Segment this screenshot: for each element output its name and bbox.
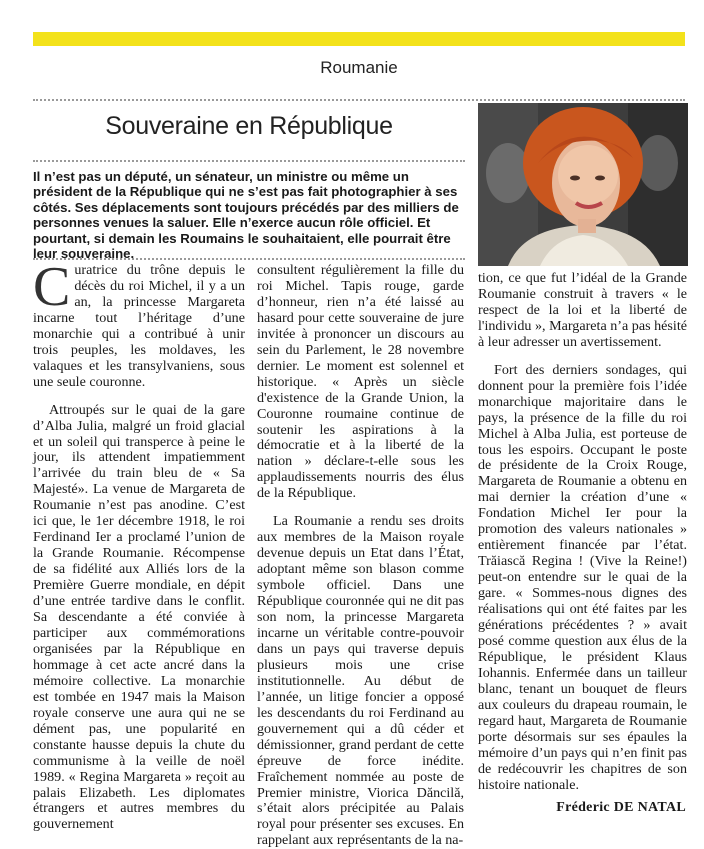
accent-bar	[33, 32, 685, 46]
article-column-1	[33, 256, 245, 833]
article-lead: Il n’est pas un député, un sénateur, un ministre ou même un président de la République qui ne s’est pas fait photographier à ses côtés. Ses déplacements sont toujours précédés par des milliers de personnes venues la saluer. Elle n’exerce aucun rôle officiel. Et pourtant, si demain les Roumains le souhaitaient, elle pourrait être leur souveraine.	[33, 169, 459, 262]
divider-lead	[33, 258, 465, 260]
article-column-2	[257, 263, 464, 849]
drop-cap: C	[33, 256, 71, 318]
column-2-paragraph-1: consultent régulièrement la fille du roi Michel. Tapis rouge, garde d’honneur, rien n’a été laissé au hasard pour cette souveraine de jure invitée à prononcer un discours au sein du Parlement, le 28 novembre dernier. Le moment est solennel et historique. « Après un siècle d'existence de la Grande Union, la Couronne roumaine continue de soutenir les aspirations à la démocratie et à la liberté de la nation » déclare-t-elle sous les applaudissements nourris des élus de la République.	[257, 262, 464, 502]
divider-top	[33, 99, 685, 101]
column-1-paragraph-1: uratrice du trône depuis le décès du roi Michel, il y a un an, la princesse Margareta incarne tout l’héritage d’une monarchie qui a contribué à unir trois peuples, les moldaves, les valaques et les transylvaniens, sous une seule couronne.	[33, 262, 245, 390]
column-1-paragraph-2: Attroupés sur le quai de la gare d’Alba Julia, malgré un froid glacial et un soleil qui transperce à peine le jour, ils attendent impatiemment l’arrivée du train bleu de « Sa Majesté». La venue de Margareta de Roumanie n’est pas anodine. C’est ici que, le 1er décembre 1918, le roi Ferdinand Ier a proclamé l’union de la Grande Roumanie. Récompense de sa fidélité aux Alliés lors de la Première Guerre mondiale, en dépit d’une entrée tardive dans le conflit. Sa descendante a été conviée à participer aux commémorations organisées par la République en hommage à cet acte ancré dans la mémoire collective. La monarchie est tombée en 1947 mais la Maison royale conserve une aura qui ne se dément pas, une popularité en constante hausse depuis la chute du communisme à la veille de noël 1989. « Regina Margareta » reçoit au palais Elizabeth. Les diplomates étrangers et autres membres du gouvernement	[33, 401, 245, 833]
section-header: Roumanie	[320, 58, 398, 77]
divider-title	[33, 160, 465, 162]
article-title: Souveraine en République	[105, 112, 393, 140]
portrait-photo	[478, 103, 688, 266]
article-column-3	[478, 271, 687, 794]
author-signature: Fréderic DE NATAL	[556, 800, 686, 815]
column-3-paragraph-1: tion, ce que fut l’idéal de la Grande Roumanie construit à travers « le respect de la loi et la liberté de l'individu », Margareta n’a pas hésité à leur adresser un avertissement.	[478, 270, 687, 350]
column-2-paragraph-2: La Roumanie a rendu ses droits aux membres de la Maison royale devenue depuis un Etat dans l’État, adoptant même son blason comme symbole officiel. Dans une République couronnée qui ne dit pas son nom, la princesse Margareta incarne un véritable contre-pouvoir dans un pays qui traverse depuis plusieurs mois une crise institutionnelle. Au début de l’année, un litige foncier a opposé les descendants du roi Ferdinand au gouvernement qui a dû céder et démissionner, grand perdant de cette épreuve de force inédite. Fraîchement nommée au poste de Premier ministre, Viorica Dăncilă, s’était alors précipitée au Palais royal pour présenter ses excuses. En rappelant aux représentants de la na-	[257, 513, 464, 849]
portrait-image	[478, 103, 688, 266]
column-3-paragraph-2: Fort des derniers sondages, qui donnent pour la première fois l’idée monarchique majoritaire dans le pays, la présence de la fille du roi Michel à Alba Julia, est porteuse de tous les espoirs. Occupant le poste de présidente de la Croix Rouge, Margareta de Roumanie a obtenu en mai dernier la création d’une « Fondation Michel Ier pour la promotion des valeurs nationales » entièrement financée par l’état. Trăiască Regina ! (Vive la Reine!) peut-on entendre sur le quai de la gare. « Sommes-nous dignes des réalisations qui ont été faites par les générations précédentes ? » avait posé comme question aux élus de la République, le président Klaus Iohannis. Enfermée dans un tailleur blanc, tenant un bouquet de fleurs aux couleurs du drapeau roumain, le regard haut, Margareta de Roumanie porte désormais sur ses épaules la mémoire d’un pays qui n’en finit pas de redécouvrir les chapitres de son histoire nationale.	[478, 361, 687, 793]
